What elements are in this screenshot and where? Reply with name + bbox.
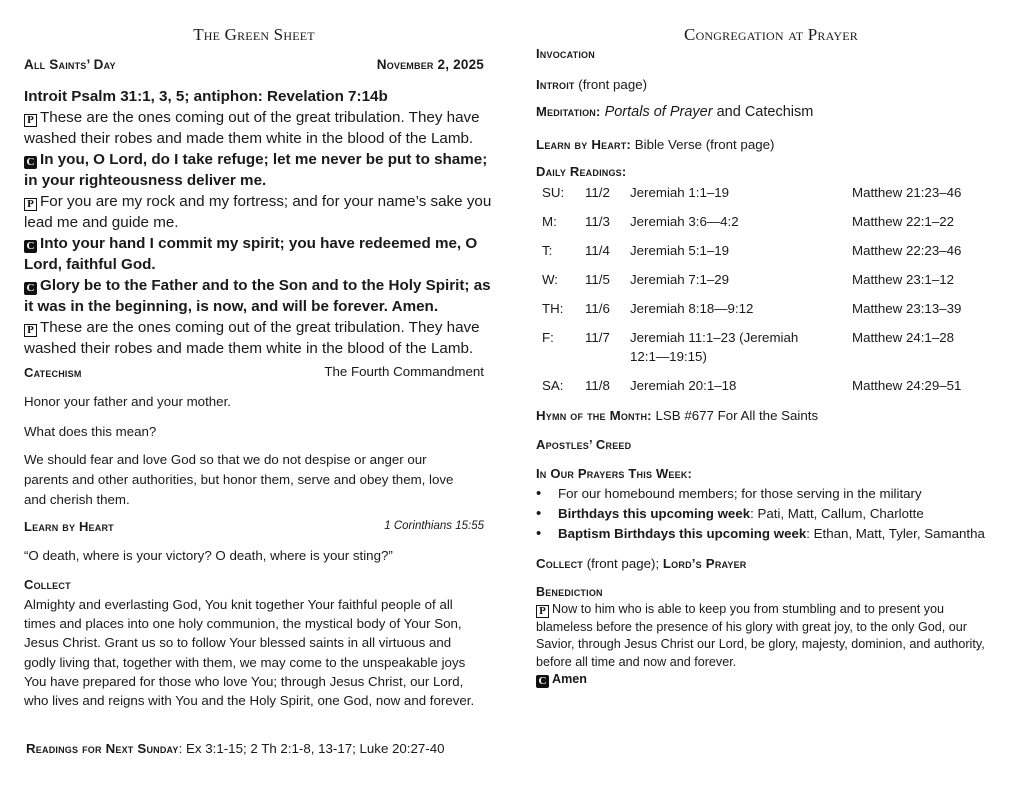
prayers-list [536, 484, 1016, 544]
list-item: • For our homebound members; for those serving in the military [536, 484, 1016, 504]
pastor-icon: P [24, 114, 37, 127]
introit-heading: Introit Psalm 31:1, 3, 5; antiphon: Revelation 7:14b [24, 88, 388, 105]
right-page-title: Congregation at Prayer [684, 25, 858, 44]
daily-readings-table: SU: 11/2 Jeremiah 1:1–19 Matthew 21:23–46 M: 11/3 Jeremiah 3:6—4:2 Matthew 22:1–22 T: 11/4 Jeremiah 5:1–19 Matthew 22:23–46 W: 11/5 Jeremiah 7:1–29 Matthew 23:1–12 TH: 11/6 Jeremiah 8:18—9:12 Matthew 23:13–39 F: 11/7 Jeremiah 11:1–23 (Jeremiah 12:1—19:15) Matthew 24:1–28 SA: 11/8 Jeremiah 20:1–18 Matthew 24:29–51 [542, 185, 962, 393]
learn-by-heart-reference: 1 Corinthians 15:55 [384, 520, 484, 532]
collect-text: Almighty and everlasting God, You knit together Your faithful people of all times and places into one holy communion, the mystical body of Your Son, Jesus Christ. Grant us so to follow Your blessed saints in all virtuous and godly living that, together with them, we may come to the unspeakable joys You have prepared for those who love You; through Jesus Christ, our Lord, who lives and reigns with You and the Holy Spirit, one God, now and forever. [24, 597, 475, 709]
congregation-icon: C [536, 675, 549, 688]
pastor-icon: P [24, 198, 37, 211]
pastor-icon: P [536, 605, 549, 618]
catechism-answer: We should fear and love God so that we do not despise or anger our parents and other authorities, but honor them, serve and obey them, love and cherish them. [24, 452, 454, 507]
collect-heading: Collect [24, 577, 71, 592]
congregation-icon: C [24, 282, 37, 295]
creed-heading: Apostles’ Creed [536, 437, 632, 452]
introit-line: C Into your hand I commit my spirit; you have redeemed me, O Lord, faithful God. [24, 235, 478, 273]
introit-section [24, 86, 492, 359]
learn-by-heart-heading: Learn by Heart [24, 519, 114, 534]
next-sunday-readings: Readings for Next Sunday: Ex 3:1-15; 2 Th 2:1-8, 13-17; Luke 20:27-40 [26, 741, 445, 756]
catechism-heading: Catechism [24, 365, 82, 380]
daily-readings-heading: Daily Readings: [536, 164, 627, 179]
collect-lords-prayer-line: Collect (front page); Lord’s Prayer [536, 556, 747, 571]
benediction-text: P Now to him who is able to keep you from stumbling and to present you blameless before the presence of his glory with great joy, to the only God, our Savior, through Jesus Christ our Lord, be glory, majesty, dominion, and authority, before all time and now and forever. C Amen [536, 601, 988, 689]
invocation-heading: Invocation [536, 46, 595, 61]
left-page-title: The Green Sheet [193, 25, 315, 44]
benediction-response: C Amen [536, 671, 988, 689]
learn-by-heart-line: Learn by Heart: Bible Verse (front page) [536, 137, 775, 152]
introit-line: Introit (front page) [536, 77, 648, 92]
service-date: November 2, 2025 [376, 57, 484, 72]
next-sunday-label: Readings for Next Sunday [26, 741, 179, 756]
list-item: • Baptism Birthdays this upcoming week: Ethan, Matt, Tyler, Samantha [536, 524, 1016, 544]
prayers-heading: In Our Prayers This Week: [536, 466, 693, 481]
day-name: All Saints’ Day [24, 57, 116, 72]
commandment-text: Honor your father and your mother. [24, 394, 231, 409]
pastor-icon: P [24, 324, 37, 337]
next-sunday-text: Ex 3:1-15; 2 Th 2:1-8, 13-17; Luke 20:27-40 [186, 741, 445, 756]
learn-by-heart-verse: “O death, where is your victory? O death, where is your sting?” [24, 548, 393, 563]
catechism-question: What does this mean? [24, 424, 157, 439]
congregation-icon: C [24, 240, 37, 253]
introit-line: P These are the ones coming out of the great tribulation. They have washed their robes and made them white in the blood of the Lamb. [24, 109, 480, 147]
introit-line: C Glory be to the Father and to the Son and to the Holy Spirit; as it was in the beginning, is now, and will be forever. Amen. [24, 277, 491, 315]
benediction-heading: Benediction [536, 585, 603, 599]
congregation-icon: C [24, 156, 37, 169]
list-item: • Birthdays this upcoming week: Pati, Matt, Callum, Charlotte [536, 504, 1016, 524]
introit-line: P For you are my rock and my fortress; and for your name’s sake you lead me and guide me. [24, 193, 492, 231]
introit-line: P These are the ones coming out of the great tribulation. They have washed their robes and made them white in the blood of the Lamb. [24, 319, 480, 357]
catechism-subtitle: The Fourth Commandment [324, 364, 484, 379]
introit-line: C In you, O Lord, do I take refuge; let me never be put to shame; in your righteousness deliver me. [24, 151, 488, 189]
meditation-line: Meditation: Portals of Prayer and Catechism [536, 104, 814, 120]
hymn-line: Hymn of the Month: LSB #677 For All the Saints [536, 408, 819, 423]
